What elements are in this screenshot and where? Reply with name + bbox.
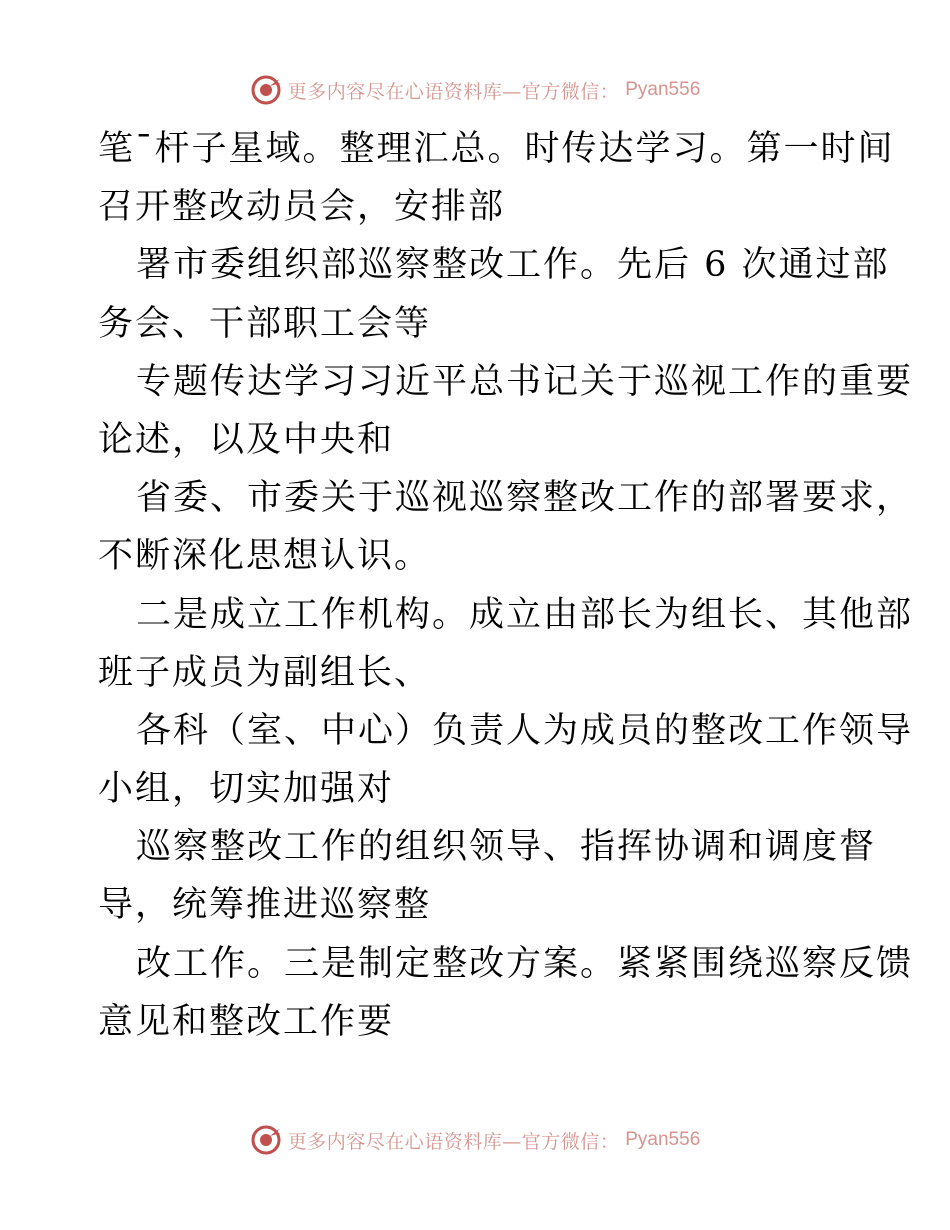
body-line: 导，统筹推进巡察整 (98, 885, 432, 926)
document-body (98, 120, 914, 1051)
body-line: 不断深化思想认识。 (98, 536, 432, 577)
body-line: 二是成立工作机构。成立由部长为组长、其他部 (136, 594, 914, 635)
header-watermark-text: 更多内容尽在心语资料库—官方微信： (287, 80, 620, 103)
body-line: 小组，切实加强对 (98, 769, 395, 810)
footer-watermark-text: 更多内容尽在心语资料库—官方微信： (287, 1130, 620, 1153)
body-line: 署市委组织部巡察整改工作。先后 6 次通过部 (136, 245, 890, 286)
body-line: 专题传达学习习近平总书记关于巡视工作的重要 (136, 361, 914, 402)
body-line: 改工作。三是制定整改方案。紧紧围绕巡察反馈 (136, 943, 914, 984)
footer-wechat-id: Pyan556 (625, 1129, 701, 1150)
body-line: 论述，以及中央和 (98, 419, 395, 460)
body-line: 务会、干部职工会等 (98, 303, 432, 344)
seal-logo-icon (250, 1124, 282, 1156)
seal-logo-icon (250, 74, 282, 106)
footer-watermark (0, 1120, 950, 1160)
body-line: 笔¯杆子星域。整理汇总。时传达学习。第一时间 (98, 129, 895, 169)
body-line: 意见和整改工作要 (98, 1001, 395, 1042)
header-watermark (0, 70, 950, 110)
body-line: 召开整改动员会，安排部 (98, 187, 506, 228)
body-line: 巡察整改工作的组织领导、指挥协调和调度督 (136, 827, 877, 868)
body-line: 各科（室、中心）负责人为成员的整改工作领导 (136, 710, 914, 751)
body-line: 班子成员为副组长、 (98, 652, 432, 693)
header-wechat-id: Pyan556 (625, 79, 701, 100)
body-line: 省委、市委关于巡视巡察整改工作的部署要求， (136, 478, 914, 519)
